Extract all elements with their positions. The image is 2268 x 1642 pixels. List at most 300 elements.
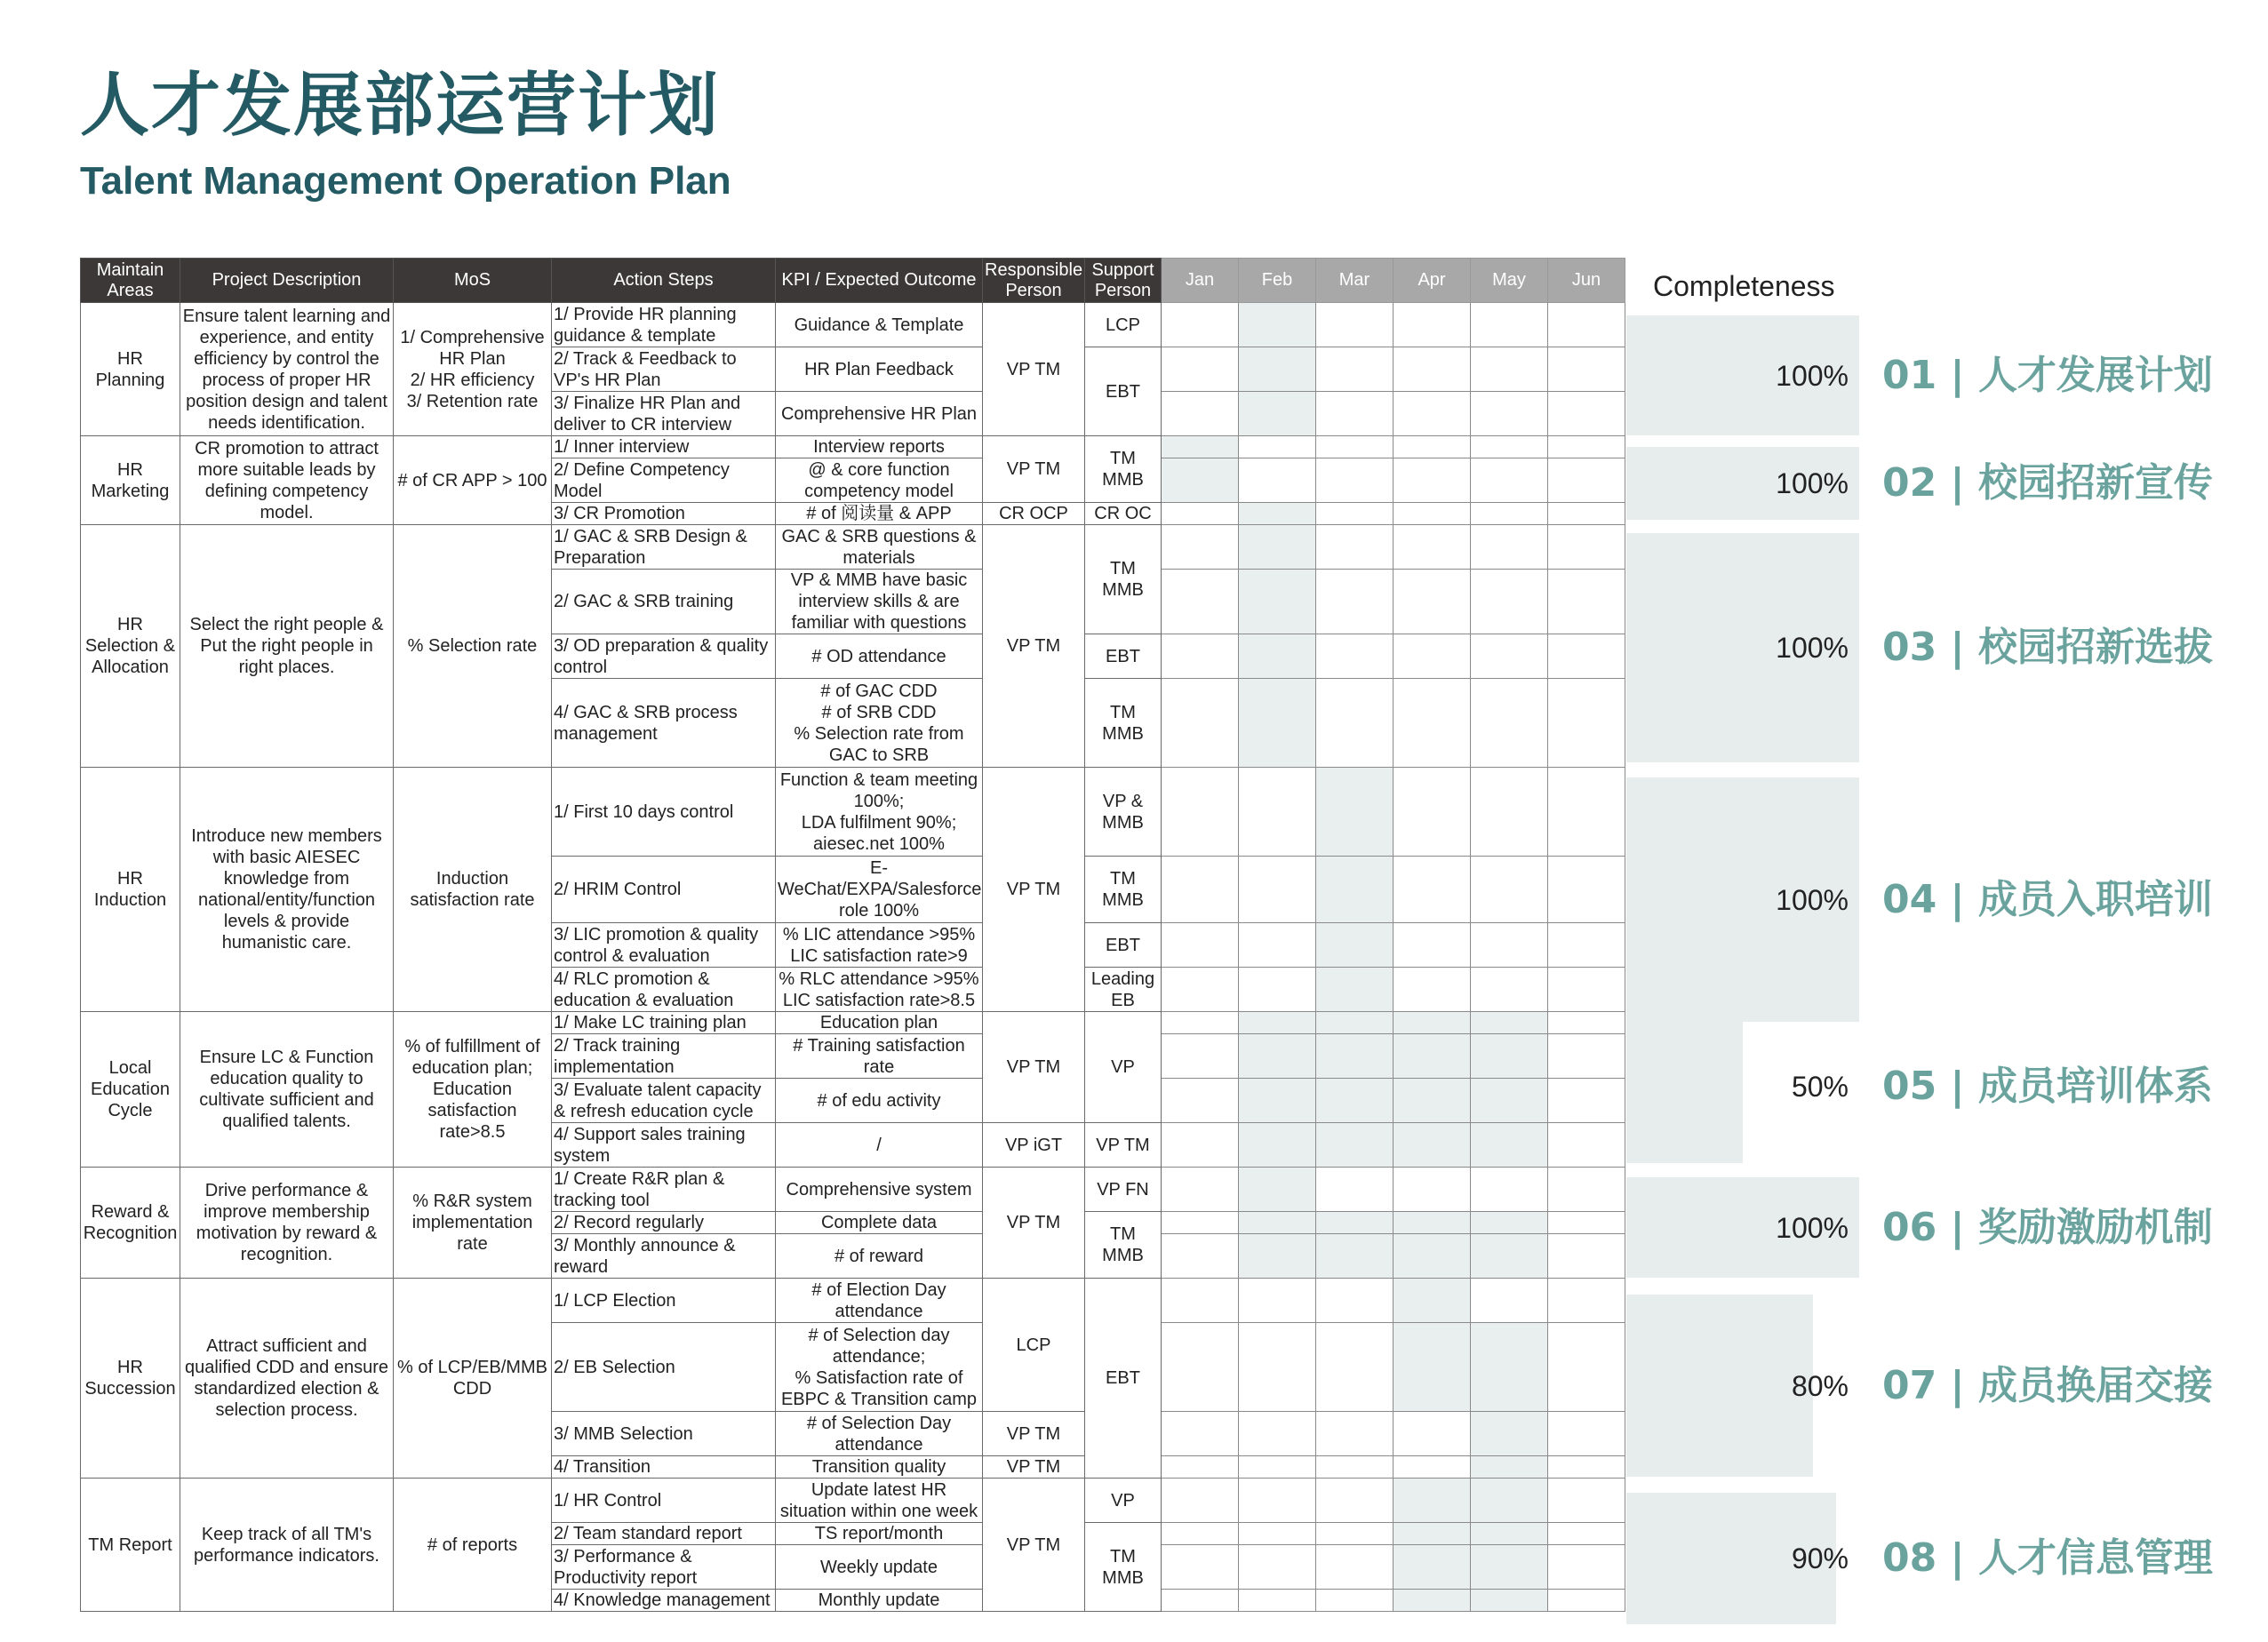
month-cell-active: [1239, 1079, 1316, 1123]
page-title-chinese: 人才发展部运营计划: [80, 66, 721, 146]
month-cell-active: [1394, 1212, 1471, 1234]
mos-cell: # of reports: [394, 1479, 552, 1612]
month-cell: [1162, 968, 1239, 1012]
maintain-area-cell: HR Induction: [81, 768, 180, 1012]
month-cell: [1162, 1168, 1239, 1212]
month-cell: [1548, 303, 1625, 347]
responsible-person-cell: VP TM: [983, 525, 1085, 768]
month-cell: [1316, 1323, 1394, 1412]
responsible-person-cell: VP TM: [983, 1479, 1085, 1612]
month-cell-active: [1239, 1168, 1316, 1212]
action-step-cell: 1/ LCP Election: [552, 1279, 776, 1323]
month-cell: [1162, 303, 1239, 347]
month-cell: [1316, 503, 1394, 525]
month-cell: [1239, 436, 1316, 458]
month-cell-active: [1316, 1212, 1394, 1234]
header-month: Mar: [1316, 259, 1394, 303]
support-person-cell: EBT: [1085, 347, 1162, 436]
month-cell: [1239, 458, 1316, 503]
operation-plan-table: [80, 258, 1625, 1612]
month-cell: [1394, 570, 1471, 634]
month-cell: [1394, 634, 1471, 679]
action-step-cell: 1/ Create R&R plan & tracking tool: [552, 1168, 776, 1212]
kpi-cell: HR Plan Feedback: [776, 347, 983, 392]
kpi-cell: Update latest HR situation within one week: [776, 1479, 983, 1523]
month-cell: [1394, 458, 1471, 503]
table-row: [81, 525, 1625, 570]
mos-cell: % R&R system implementation rate: [394, 1168, 552, 1279]
month-cell: [1316, 1279, 1394, 1323]
month-cell: [1316, 1523, 1394, 1545]
section-label: 04 | 成员入职培训: [1882, 876, 2213, 922]
month-cell: [1548, 1412, 1625, 1456]
kpi-cell: Function & team meeting 100%; LDA fulfilment 90%; aiesec.net 100%: [776, 768, 983, 857]
support-person-cell: EBT: [1085, 634, 1162, 679]
month-cell-active: [1471, 1123, 1548, 1168]
responsible-person-cell: VP TM: [983, 1012, 1085, 1123]
support-person-cell: VP: [1085, 1012, 1162, 1123]
month-cell: [1162, 1523, 1239, 1545]
month-cell: [1471, 436, 1548, 458]
month-cell: [1162, 392, 1239, 436]
month-cell: [1162, 1456, 1239, 1479]
month-cell: [1471, 1279, 1548, 1323]
month-cell-active: [1316, 857, 1394, 923]
month-cell: [1239, 923, 1316, 968]
month-cell: [1316, 570, 1394, 634]
section-label: 07 | 成员换届交接: [1882, 1362, 2213, 1408]
month-cell: [1471, 570, 1548, 634]
month-cell: [1394, 1168, 1471, 1212]
month-cell-active: [1471, 1234, 1548, 1279]
month-cell: [1162, 1234, 1239, 1279]
kpi-cell: VP & MMB have basic interview skills & are familiar with questions: [776, 570, 983, 634]
support-person-cell: VP TM: [1085, 1123, 1162, 1168]
month-cell-active: [1471, 1590, 1548, 1612]
kpi-cell: /: [776, 1123, 983, 1168]
action-step-cell: 3/ CR Promotion: [552, 503, 776, 525]
action-step-cell: 3/ Evaluate talent capacity & refresh education cycle: [552, 1079, 776, 1123]
project-description-cell: Attract sufficient and qualified CDD and ensure standardized election & selection process.: [180, 1279, 394, 1479]
support-person-cell: CR OC: [1085, 503, 1162, 525]
kpi-cell: Complete data: [776, 1212, 983, 1234]
completeness-title: Completeness: [1653, 270, 1835, 302]
month-cell: [1394, 1412, 1471, 1456]
table-row: [81, 768, 1625, 857]
header-month: Jun: [1548, 259, 1625, 303]
month-cell: [1239, 857, 1316, 923]
month-cell: [1548, 679, 1625, 768]
table-header-row: [81, 259, 1625, 303]
month-cell: [1162, 503, 1239, 525]
month-cell: [1162, 1123, 1239, 1168]
month-cell: [1548, 458, 1625, 503]
kpi-cell: Weekly update: [776, 1545, 983, 1590]
responsible-person-cell: VP TM: [983, 1412, 1085, 1456]
kpi-cell: Education plan: [776, 1012, 983, 1034]
month-cell: [1316, 303, 1394, 347]
kpi-cell: # of 阅读量 & APP: [776, 503, 983, 525]
month-cell-active: [1316, 1079, 1394, 1123]
header-month: Jan: [1162, 259, 1239, 303]
action-step-cell: 2/ EB Selection: [552, 1323, 776, 1412]
month-cell-active: [1394, 1123, 1471, 1168]
support-person-cell: TM MMB: [1085, 436, 1162, 503]
month-cell: [1548, 1279, 1625, 1323]
month-cell: [1548, 1123, 1625, 1168]
table-row: [81, 1168, 1625, 1212]
month-cell-active: [1239, 1212, 1316, 1234]
support-person-cell: LCP: [1085, 303, 1162, 347]
month-cell-active: [1239, 570, 1316, 634]
month-cell: [1239, 1479, 1316, 1523]
month-cell: [1162, 570, 1239, 634]
month-cell-active: [1239, 634, 1316, 679]
month-cell: [1471, 503, 1548, 525]
month-cell: [1162, 857, 1239, 923]
month-cell: [1548, 1212, 1625, 1234]
responsible-person-cell: CR OCP: [983, 503, 1085, 525]
month-cell: [1316, 679, 1394, 768]
project-description-cell: Select the right people & Put the right people in right places.: [180, 525, 394, 768]
kpi-cell: # of Selection day attendance; % Satisfaction rate of EBPC & Transition camp: [776, 1323, 983, 1412]
month-cell-active: [1471, 1479, 1548, 1523]
action-step-cell: 4/ Support sales training system: [552, 1123, 776, 1168]
support-person-cell: TM MMB: [1085, 1523, 1162, 1612]
action-step-cell: 4/ GAC & SRB process management: [552, 679, 776, 768]
action-step-cell: 4/ RLC promotion & education & evaluation: [552, 968, 776, 1012]
kpi-cell: % RLC attendance >95% LIC satisfaction rate>8.5: [776, 968, 983, 1012]
month-cell: [1316, 1168, 1394, 1212]
action-step-cell: 2/ Track & Feedback to VP's HR Plan: [552, 347, 776, 392]
month-cell-active: [1162, 458, 1239, 503]
month-cell: [1548, 1590, 1625, 1612]
month-cell: [1471, 968, 1548, 1012]
month-cell: [1548, 857, 1625, 923]
header-month: Feb: [1239, 259, 1316, 303]
month-cell: [1239, 1323, 1316, 1412]
action-step-cell: 3/ Performance & Productivity report: [552, 1545, 776, 1590]
month-cell: [1394, 968, 1471, 1012]
maintain-area-cell: TM Report: [81, 1479, 180, 1612]
support-person-cell: TM MMB: [1085, 857, 1162, 923]
responsible-person-cell: LCP: [983, 1279, 1085, 1412]
month-cell: [1162, 1034, 1239, 1079]
month-cell-active: [1471, 1079, 1548, 1123]
month-cell: [1162, 347, 1239, 392]
month-cell: [1548, 570, 1625, 634]
section-label: 06 | 奖励激励机制: [1882, 1204, 2213, 1250]
maintain-area-cell: HR Marketing: [81, 436, 180, 525]
month-cell: [1471, 525, 1548, 570]
month-cell: [1548, 968, 1625, 1012]
month-cell-active: [1316, 1012, 1394, 1034]
action-step-cell: 4/ Transition: [552, 1456, 776, 1479]
month-cell: [1394, 392, 1471, 436]
month-cell: [1162, 1545, 1239, 1590]
month-cell: [1548, 1234, 1625, 1279]
month-cell: [1394, 503, 1471, 525]
month-cell: [1548, 1034, 1625, 1079]
completeness-percent: 50%: [1791, 1071, 1849, 1103]
kpi-cell: # of edu activity: [776, 1079, 983, 1123]
section-label: 02 | 校园招新宣传: [1882, 460, 2213, 506]
month-cell: [1394, 1456, 1471, 1479]
page-title-english: Talent Management Operation Plan: [80, 159, 731, 203]
month-cell-active: [1239, 1034, 1316, 1079]
month-cell: [1162, 768, 1239, 857]
completeness-percent: 100%: [1776, 632, 1849, 664]
section-label: 01 | 人才发展计划: [1882, 352, 2213, 398]
header-support-person: Support Person: [1085, 259, 1162, 303]
month-cell: [1162, 679, 1239, 768]
month-cell: [1548, 1012, 1625, 1034]
kpi-cell: GAC & SRB questions & materials: [776, 525, 983, 570]
month-cell: [1394, 436, 1471, 458]
mos-cell: # of CR APP > 100: [394, 436, 552, 525]
month-cell: [1239, 1279, 1316, 1323]
month-cell: [1471, 768, 1548, 857]
month-cell-active: [1471, 1323, 1548, 1412]
project-description-cell: Introduce new members with basic AIESEC knowledge from national/entity/function levels & provide humanistic care.: [180, 768, 394, 1012]
month-cell: [1239, 1590, 1316, 1612]
month-cell: [1548, 1479, 1625, 1523]
project-description-cell: Keep track of all TM's performance indicators.: [180, 1479, 394, 1612]
support-person-cell: TM MMB: [1085, 1212, 1162, 1279]
month-cell: [1548, 525, 1625, 570]
completeness-percent: 80%: [1791, 1369, 1849, 1402]
month-cell: [1471, 1168, 1548, 1212]
month-cell: [1394, 768, 1471, 857]
month-cell-active: [1239, 503, 1316, 525]
month-cell: [1548, 436, 1625, 458]
month-cell: [1394, 857, 1471, 923]
month-cell-active: [1316, 968, 1394, 1012]
maintain-area-cell: HR Succession: [81, 1279, 180, 1479]
kpi-cell: # of GAC CDD # of SRB CDD % Selection rate from GAC to SRB: [776, 679, 983, 768]
action-step-cell: 3/ MMB Selection: [552, 1412, 776, 1456]
month-cell-active: [1471, 1412, 1548, 1456]
month-cell: [1316, 1545, 1394, 1590]
month-cell-active: [1394, 1323, 1471, 1412]
month-cell: [1316, 634, 1394, 679]
month-cell: [1162, 1479, 1239, 1523]
responsible-person-cell: VP TM: [983, 436, 1085, 503]
month-cell: [1162, 1590, 1239, 1612]
month-cell: [1548, 1323, 1625, 1412]
month-cell-active: [1239, 1012, 1316, 1034]
month-cell: [1548, 1168, 1625, 1212]
section-label: 08 | 人才信息管理: [1882, 1535, 2213, 1581]
kpi-cell: Transition quality: [776, 1456, 983, 1479]
month-cell: [1471, 857, 1548, 923]
month-cell: [1316, 1590, 1394, 1612]
support-person-cell: VP: [1085, 1479, 1162, 1523]
month-cell-active: [1471, 1012, 1548, 1034]
month-cell: [1316, 1412, 1394, 1456]
month-cell: [1316, 525, 1394, 570]
action-step-cell: 2/ Team standard report: [552, 1523, 776, 1545]
header-kpi: KPI / Expected Outcome: [776, 259, 983, 303]
mos-cell: % of LCP/EB/MMB CDD: [394, 1279, 552, 1479]
header-project-description: Project Description: [180, 259, 394, 303]
month-cell: [1316, 392, 1394, 436]
action-step-cell: 2/ Record regularly: [552, 1212, 776, 1234]
project-description-cell: Ensure LC & Function education quality to cultivate sufficient and qualified talents.: [180, 1012, 394, 1168]
project-description-cell: CR promotion to attract more suitable leads by defining competency model.: [180, 436, 394, 525]
completeness-percent: 100%: [1776, 467, 1849, 499]
month-cell-active: [1316, 923, 1394, 968]
month-cell-active: [1239, 392, 1316, 436]
month-cell-active: [1162, 436, 1239, 458]
table-row: [81, 1479, 1625, 1523]
maintain-area-cell: HR Planning: [81, 303, 180, 436]
month-cell-active: [1239, 347, 1316, 392]
responsible-person-cell: VP TM: [983, 768, 1085, 1012]
month-cell: [1548, 923, 1625, 968]
action-step-cell: 1/ HR Control: [552, 1479, 776, 1523]
month-cell: [1316, 347, 1394, 392]
month-cell: [1162, 923, 1239, 968]
action-step-cell: 2/ Track training implementation: [552, 1034, 776, 1079]
month-cell-active: [1394, 1590, 1471, 1612]
action-step-cell: 1/ First 10 days control: [552, 768, 776, 857]
action-step-cell: 2/ Define Competency Model: [552, 458, 776, 503]
kpi-cell: Guidance & Template: [776, 303, 983, 347]
support-person-cell: TM MMB: [1085, 525, 1162, 634]
action-step-cell: 3/ OD preparation & quality control: [552, 634, 776, 679]
month-cell: [1394, 347, 1471, 392]
month-cell-active: [1394, 1545, 1471, 1590]
section-label: 05 | 成员培训体系: [1882, 1064, 2213, 1109]
month-cell-active: [1316, 768, 1394, 857]
month-cell: [1548, 1523, 1625, 1545]
month-cell-active: [1471, 1034, 1548, 1079]
header-responsible-person: Responsible Person: [983, 259, 1085, 303]
completeness-percent: 100%: [1776, 883, 1849, 916]
month-cell-active: [1239, 1234, 1316, 1279]
month-cell: [1394, 923, 1471, 968]
kpi-cell: # of Election Day attendance: [776, 1279, 983, 1323]
month-cell: [1471, 347, 1548, 392]
support-person-cell: VP FN: [1085, 1168, 1162, 1212]
month-cell: [1239, 1523, 1316, 1545]
mos-cell: 1/ Comprehensive HR Plan 2/ HR efficiency 3/ Retention rate: [394, 303, 552, 436]
month-cell: [1162, 1012, 1239, 1034]
kpi-cell: E-WeChat/EXPA/Salesforce role 100%: [776, 857, 983, 923]
table-row: [81, 303, 1625, 347]
table-body: [81, 303, 1625, 1612]
month-cell: [1548, 634, 1625, 679]
mos-cell: Induction satisfaction rate: [394, 768, 552, 1012]
month-cell-active: [1394, 1523, 1471, 1545]
mos-cell: % of fulfillment of education plan; Education satisfaction rate>8.5: [394, 1012, 552, 1168]
action-step-cell: 4/ Knowledge management: [552, 1590, 776, 1612]
month-cell: [1239, 768, 1316, 857]
month-cell: [1394, 303, 1471, 347]
responsible-person-cell: VP TM: [983, 303, 1085, 436]
kpi-cell: Comprehensive HR Plan: [776, 392, 983, 436]
mos-cell: % Selection rate: [394, 525, 552, 768]
kpi-cell: Interview reports: [776, 436, 983, 458]
month-cell: [1471, 458, 1548, 503]
month-cell-active: [1471, 1545, 1548, 1590]
completeness-percent: 90%: [1791, 1542, 1849, 1574]
month-cell-active: [1239, 525, 1316, 570]
support-person-cell: TM MMB: [1085, 679, 1162, 768]
kpi-cell: # OD attendance: [776, 634, 983, 679]
month-cell: [1162, 1412, 1239, 1456]
header-action-steps: Action Steps: [552, 259, 776, 303]
month-cell: [1471, 679, 1548, 768]
action-step-cell: 1/ Provide HR planning guidance & template: [552, 303, 776, 347]
kpi-cell: # Training satisfaction rate: [776, 1034, 983, 1079]
project-description-cell: Drive performance & improve membership motivation by reward & recognition.: [180, 1168, 394, 1279]
maintain-area-cell: HR Selection & Allocation: [81, 525, 180, 768]
completeness-percent: 100%: [1776, 1211, 1849, 1244]
month-cell: [1548, 1545, 1625, 1590]
support-person-cell: Leading EB: [1085, 968, 1162, 1012]
month-cell: [1548, 1079, 1625, 1123]
action-step-cell: 1/ GAC & SRB Design & Preparation: [552, 525, 776, 570]
maintain-area-cell: Local Education Cycle: [81, 1012, 180, 1168]
kpi-cell: # of Selection Day attendance: [776, 1412, 983, 1456]
month-cell: [1162, 1079, 1239, 1123]
table-row: [81, 1012, 1625, 1034]
month-cell: [1162, 1323, 1239, 1412]
month-cell: [1394, 679, 1471, 768]
month-cell: [1316, 436, 1394, 458]
month-cell-active: [1316, 1234, 1394, 1279]
maintain-area-cell: Reward & Recognition: [81, 1168, 180, 1279]
header-month: May: [1471, 259, 1548, 303]
month-cell-active: [1316, 1034, 1394, 1079]
header-maintain-areas: Maintain Areas: [81, 259, 180, 303]
project-description-cell: Ensure talent learning and experience, and entity efficiency by control the process of proper HR position design and talent needs identification.: [180, 303, 394, 436]
month-cell: [1548, 392, 1625, 436]
responsible-person-cell: VP TM: [983, 1168, 1085, 1279]
month-cell: [1239, 1456, 1316, 1479]
kpi-cell: Monthly update: [776, 1590, 983, 1612]
responsible-person-cell: VP TM: [983, 1456, 1085, 1479]
month-cell: [1548, 347, 1625, 392]
header-month: Apr: [1394, 259, 1471, 303]
kpi-cell: % LIC attendance >95% LIC satisfaction rate>9: [776, 923, 983, 968]
action-step-cell: 2/ GAC & SRB training: [552, 570, 776, 634]
month-cell: [1471, 634, 1548, 679]
action-step-cell: 2/ HRIM Control: [552, 857, 776, 923]
table-row: [81, 1279, 1625, 1323]
support-person-cell: VP & MMB: [1085, 768, 1162, 857]
month-cell: [1162, 1279, 1239, 1323]
month-cell: [1316, 458, 1394, 503]
month-cell: [1394, 525, 1471, 570]
kpi-cell: TS report/month: [776, 1523, 983, 1545]
month-cell: [1239, 1545, 1316, 1590]
month-cell: [1239, 1412, 1316, 1456]
month-cell-active: [1316, 1123, 1394, 1168]
action-step-cell: 1/ Inner interview: [552, 436, 776, 458]
month-cell-active: [1394, 1479, 1471, 1523]
month-cell: [1162, 634, 1239, 679]
month-cell-active: [1239, 679, 1316, 768]
kpi-cell: @ & core function competency model: [776, 458, 983, 503]
month-cell: [1548, 1456, 1625, 1479]
month-cell-active: [1471, 1523, 1548, 1545]
kpi-cell: Comprehensive system: [776, 1168, 983, 1212]
month-cell: [1471, 303, 1548, 347]
month-cell-active: [1239, 303, 1316, 347]
